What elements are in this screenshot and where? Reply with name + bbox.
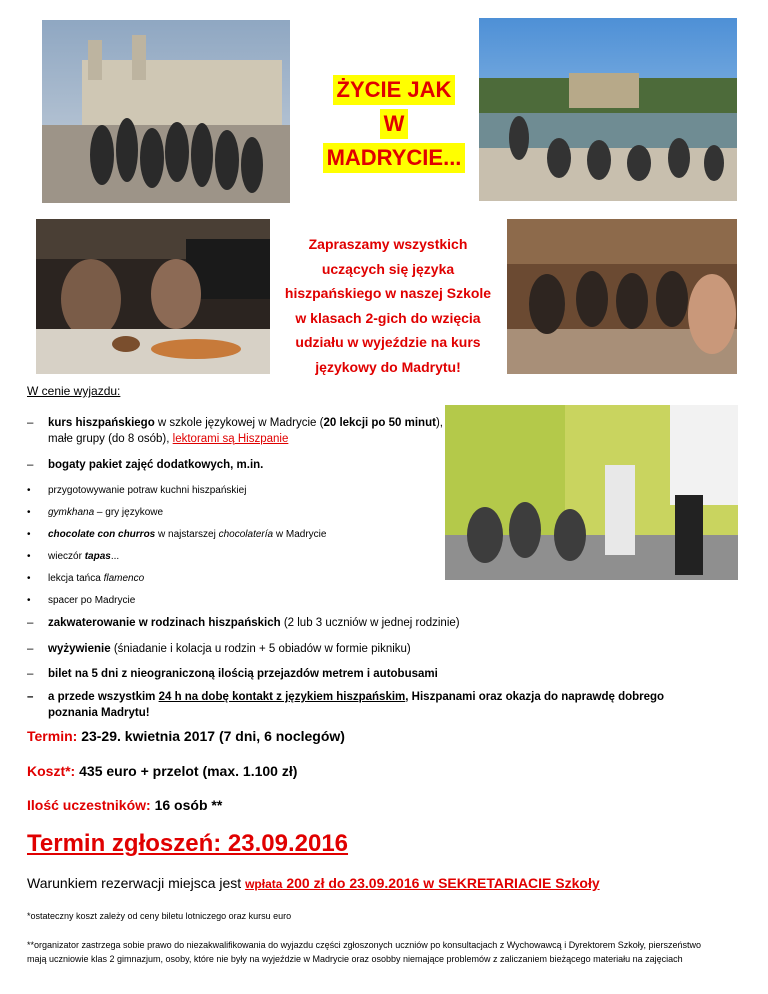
koszt-line: Koszt*: 435 euro + przelot (max. 1.100 zł): [27, 763, 298, 779]
title-line-1: ŻYCIE JAK: [333, 75, 456, 105]
termin-line: Termin: 23-29. kwietnia 2017 (7 dni, 6 noclegów): [27, 728, 345, 744]
list-item-kurs: – kurs hiszpańskiego w szkole językowej w Madrycie (20 lekcji po 50 minut), małe grupy (do 8 osób), lektorami są Hiszpanie: [27, 417, 443, 445]
title-line-3: MADRYCIE...: [323, 143, 466, 173]
list-item-tapas: • wieczór tapas...: [27, 551, 120, 562]
list-item-kontakt: – a przede wszystkim 24 h na dobę kontakt z językiem hiszpańskim, Hiszpanami oraz okazja do naprawdę dobrego poznania Madrytu!: [27, 691, 665, 719]
title: [314, 73, 474, 175]
photo-churros-table: [36, 219, 270, 374]
invite-line: udziału w wyjeździe na kurs: [295, 334, 481, 350]
invite-line: w klasach 2-gich do wzięcia: [295, 309, 481, 326]
invite-line: hiszpańskiego w naszej Szkole: [284, 285, 492, 301]
invite-line: Zapraszamy wszystkich: [308, 236, 468, 252]
photo-palace-group: [42, 20, 290, 203]
lektorzy-link: lektorami są Hiszpanie: [172, 432, 289, 445]
price-heading: W cenie wyjazdu:: [27, 384, 121, 398]
list-item-flamenco: • lekcja tańca flamenco: [27, 573, 145, 584]
list-item-chocolate: • chocolate con churros w najstarszej chocolatería w Madrycie: [27, 529, 327, 540]
list-item-wyzywienie: – wyżywienie (śniadanie i kolacja u rodzin + 5 obiadów w formie pikniku): [27, 643, 411, 655]
title-line-2: W: [380, 109, 409, 139]
photo-restaurant-group: [507, 219, 737, 374]
list-item-spacer: • spacer po Madrycie: [27, 595, 136, 606]
photo-park-group: [479, 18, 737, 201]
list-item-gymkhana: • gymkhana – gry językowe: [27, 507, 164, 518]
deadline-heading: Termin zgłoszeń: 23.09.2016: [27, 830, 349, 857]
footnote-1: *ostateczny koszt zależy od ceny biletu lotniczego oraz kursu euro: [27, 911, 292, 921]
warunek-line: Warunkiem rezerwacji miejsca jest wpłata 200 zł do 23.09.2016 w SEKRETARIACIE Szkoły: [27, 875, 600, 891]
list-item-pakiet: – bogaty pakiet zajęć dodatkowych, m.in.: [27, 459, 264, 471]
photo-classroom: [445, 405, 738, 580]
list-item-zakwaterowanie: – zakwaterowanie w rodzinach hiszpańskich (2 lub 3 uczniów w jednej rodzinie): [27, 617, 460, 629]
list-item-cooking: • przygotowywanie potraw kuchni hiszpańskiej: [27, 485, 247, 496]
invitation-text: [270, 232, 506, 379]
list-item-bilet: – bilet na 5 dni z nieograniczoną ilością przejazdów metrem i autobusami: [27, 668, 438, 680]
footnote-2: **organizator zastrzega sobie prawo do niezakwalifikowania do wyjazdu części zgłoszonych uczniów po konsultacjach z Wychowawcą i Dyrektorem Szkoły, pierszeństwo mają uczniowie klas 2 gimnazjum, osoby, które nie były na wyjeździe w Madrycie oraz osobby niemające problemów z zaliczaniem bieżącego materiału na zajęciach: [27, 940, 702, 964]
invite-line: uczących się języka: [321, 260, 455, 277]
invite-line: językowy do Madrytu!: [315, 358, 461, 375]
ilosc-line: Ilość uczestników: 16 osób **: [27, 797, 223, 813]
